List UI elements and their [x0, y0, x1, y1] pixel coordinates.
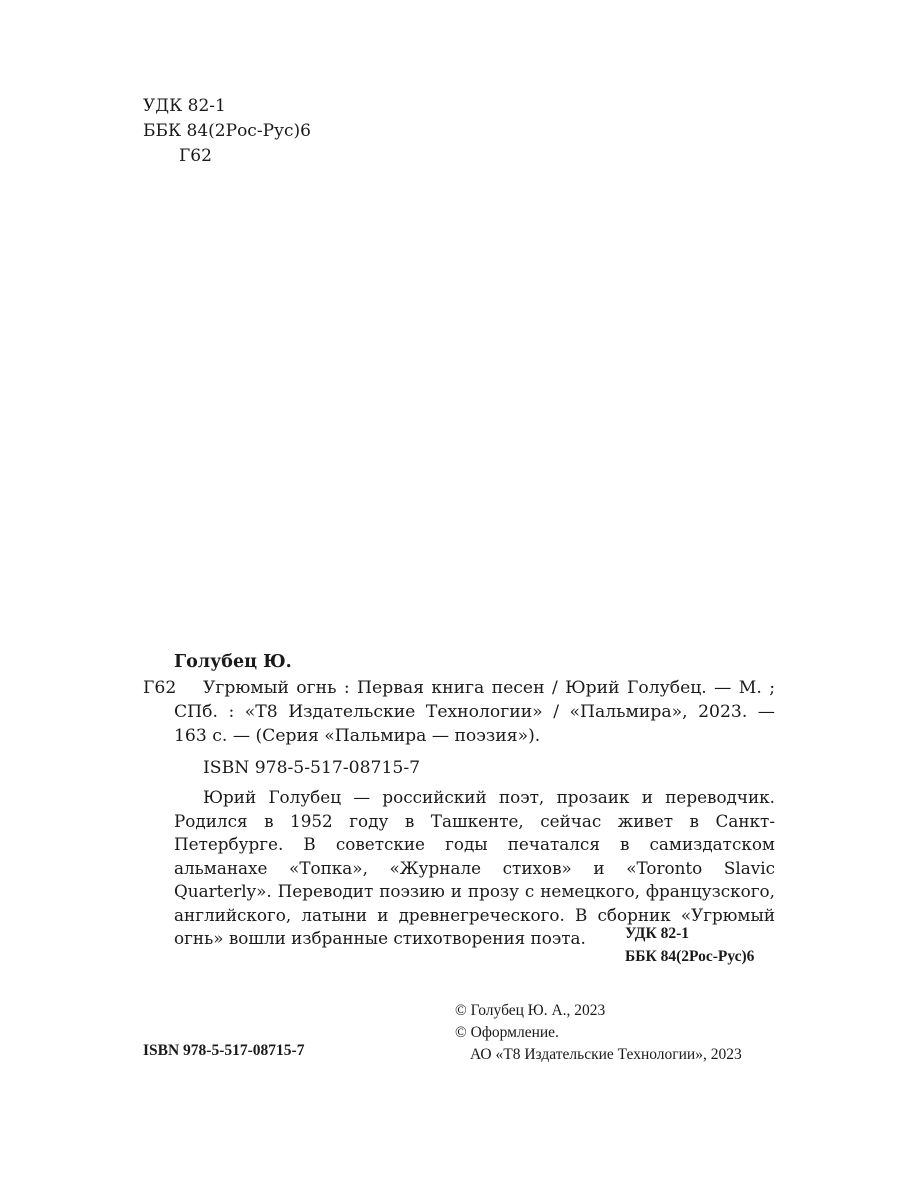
author-mark: Г62 [143, 678, 177, 698]
author-mark-top: Г62 [179, 146, 212, 166]
isbn-entry: ISBN 978-5-517-08715-7 [203, 758, 421, 778]
bibliographic-entry [143, 650, 775, 951]
annotation-text: Юрий Голубец — российский поэт, прозаик и переводчик. Родился в 1952 году в Ташкенте, сейчас живет в Санкт-Петербурге. В советские годы печатался в самиздатском альманахе «Топка», «Журнале стихов» и «Toronto Slavic Quarterly». Переводит поэзию и прозу с немецкого, французского, английского, латыни и древнегреческого. В сборник «Угрюмый огнь» вошли избранные стихотворения поэта. [174, 787, 775, 948]
bibliographic-row [143, 676, 775, 700]
bibliographic-line-1: Угрюмый огнь : Первая книга песен / Юрий Голубец. — М. ; [203, 678, 775, 698]
isbn-bottom: ISBN 978-5-517-08715-7 [143, 1042, 305, 1059]
author-heading: Голубец Ю. [174, 652, 292, 672]
copyright-author: © Голубец Ю. А., 2023 [455, 1002, 606, 1019]
bbk-code-bottom: ББК 84(2Рос-Рус)6 [625, 948, 755, 965]
bbk-code-top: ББК 84(2Рос-Рус)6 [143, 121, 311, 141]
copyright-block [455, 1000, 742, 1066]
bibliographic-line-3: 163 с. — (Серия «Пальмира — поэзия»). [174, 726, 541, 746]
top-classification-codes [143, 94, 311, 169]
bottom-classification-codes [625, 922, 754, 968]
udk-code-bottom: УДК 82-1 [625, 925, 689, 942]
bibliographic-line-2: СПб. : «Т8 Издательские Технологии» / «Пальмира», 2023. — [174, 702, 775, 722]
copyright-publisher: АО «Т8 Издательские Технологии», 2023 [470, 1046, 742, 1063]
udk-code-top: УДК 82-1 [143, 96, 226, 116]
copyright-design: © Оформление. [455, 1024, 559, 1041]
